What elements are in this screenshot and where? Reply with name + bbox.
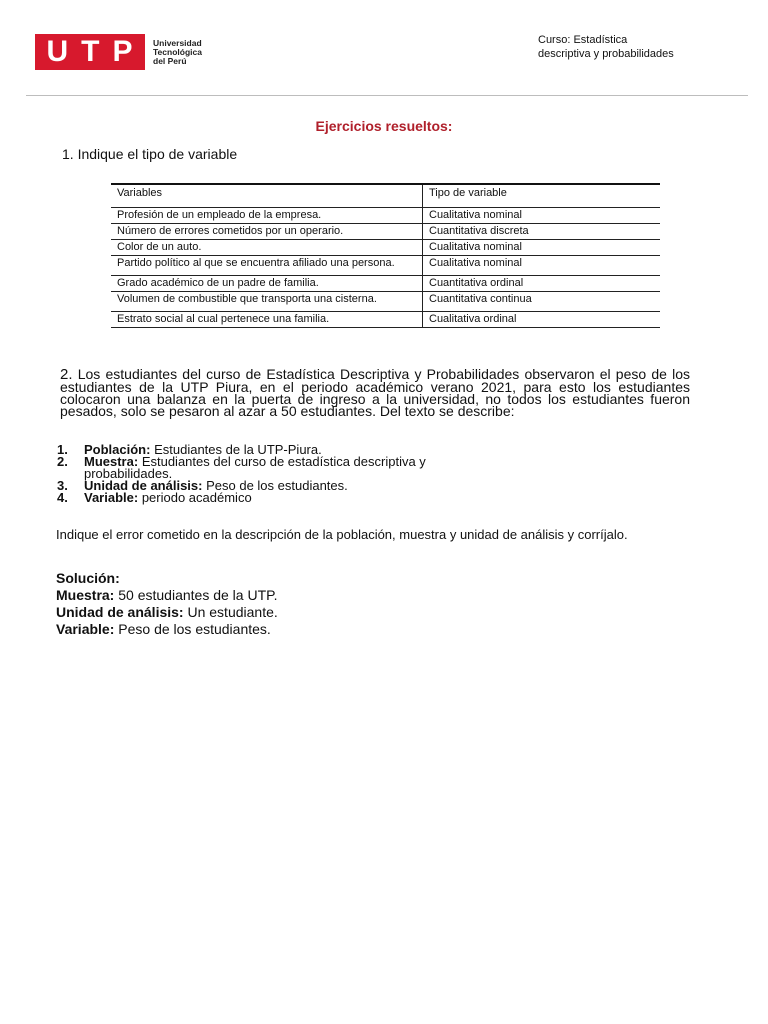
table-cell: Cuantitativa discreta: [423, 224, 661, 240]
logo-mark: UTP: [35, 34, 145, 70]
header-divider: [26, 95, 748, 96]
solution-item: Unidad de análisis: Un estudiante.: [56, 604, 278, 620]
table-row: [111, 292, 660, 312]
table-cell: Partido político al que se encuentra afiliado una persona.: [111, 256, 423, 276]
table-header-row: [111, 184, 660, 208]
list-item: 4. Variable: periodo académico: [57, 490, 252, 505]
table-row: [111, 208, 660, 224]
logo-text: Universidad Tecnológica del Perú: [153, 37, 202, 66]
instruction-text: Indique el error cometido en la descripción de la población, muestra y unidad de análisis y corríjalo.: [56, 527, 628, 542]
course-label: Curso: Estadística descriptiva y probabilidades: [538, 34, 674, 60]
page-title: Ejercicios resueltos:: [315, 118, 453, 134]
question-2: [60, 368, 690, 417]
table-cell: Cualitativa ordinal: [423, 312, 661, 328]
variables-table: [111, 183, 660, 328]
solution-heading: Solución:: [56, 570, 120, 586]
solution-block: [56, 570, 278, 638]
table-cell: Estrato social al cual pertenece una familia.: [111, 312, 423, 328]
table-cell: Cualitativa nominal: [423, 240, 661, 256]
description-list: [57, 444, 517, 504]
table-row: [111, 224, 660, 240]
question-2-text: Los estudiantes del curso de Estadística Descriptiva y Probabilidades observaron el peso de los estudiantes de la UTP Piura, en el periodo académico verano 2021, para esto los estudiantes colocaron una balanza en la puerta de ingreso a la universidad, no todos los estudiantes fueron pesados, solo se pesaron al azar a 50 estudiantes. Del texto se describe:: [60, 366, 691, 419]
question-1: 1. Indique el tipo de variable: [62, 146, 238, 162]
table-row: [111, 312, 660, 328]
question-2-number: 2.: [60, 366, 73, 383]
table-cell: Número de errores cometidos por un operario.: [111, 224, 423, 240]
list-item: 2. Muestra: Estudiantes del curso de estadística descriptiva y probabilidades.: [57, 454, 426, 481]
table-header-cell: Tipo de variable: [423, 184, 661, 208]
table-header-cell: Variables: [111, 184, 423, 208]
table-cell: Cualitativa nominal: [423, 256, 661, 276]
table-row: [111, 240, 660, 256]
table-cell: Grado académico de un padre de familia.: [111, 276, 423, 292]
list-item: 1. Población: Estudiantes de la UTP-Piura.: [57, 442, 322, 457]
utp-logo: [35, 34, 202, 70]
table-row: [111, 276, 660, 292]
solution-item: Muestra: 50 estudiantes de la UTP.: [56, 587, 278, 603]
solution-item: Variable: Peso de los estudiantes.: [56, 621, 271, 637]
list-item: 3. Unidad de análisis: Peso de los estudiantes.: [57, 478, 348, 493]
table-cell: Cuantitativa ordinal: [423, 276, 661, 292]
table-row: [111, 256, 660, 276]
table-cell: Cuantitativa continua: [423, 292, 661, 312]
table-cell: Profesión de un empleado de la empresa.: [111, 208, 423, 224]
table-cell: Cualitativa nominal: [423, 208, 661, 224]
table-cell: Volumen de combustible que transporta una cisterna.: [111, 292, 423, 312]
table-cell: Color de un auto.: [111, 240, 423, 256]
